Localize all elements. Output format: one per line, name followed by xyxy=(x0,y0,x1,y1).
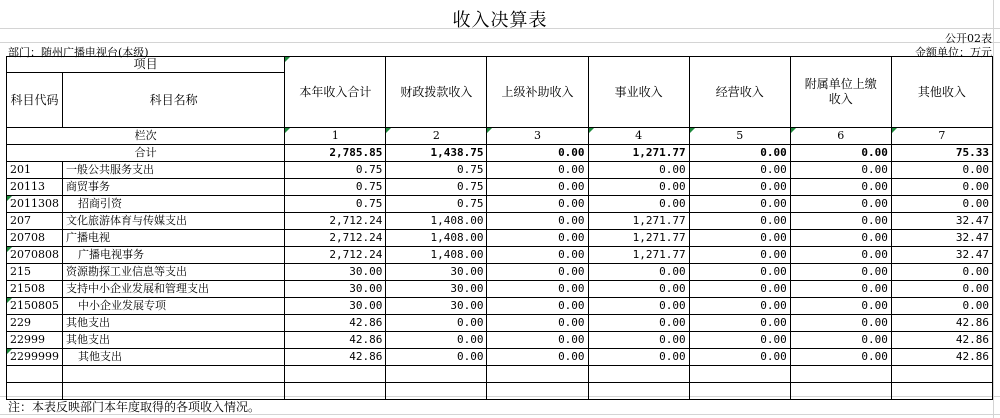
row-value: 42.86 xyxy=(891,332,992,349)
blank-row xyxy=(7,366,993,383)
row-value: 0.00 xyxy=(891,196,992,213)
blank-cell xyxy=(588,383,689,400)
row-value: 0.00 xyxy=(588,179,689,196)
row-value: 0.00 xyxy=(588,196,689,213)
row-name-text: 其他支出 xyxy=(78,350,123,363)
table-note: 注：本表反映部门本年度取得的各项收入情况。 xyxy=(8,400,261,414)
row-value: 0.00 xyxy=(891,162,992,179)
row-name-text: 商贸事务 xyxy=(66,180,111,193)
unit-label: 金额单位：万元 xyxy=(915,46,992,59)
row-name xyxy=(63,179,285,196)
row-value: 0.00 xyxy=(790,213,891,230)
blank-cell xyxy=(487,366,588,383)
row-value: 0.75 xyxy=(386,196,487,213)
row-value: 0.00 xyxy=(891,264,992,281)
row-value: 0.00 xyxy=(790,196,891,213)
page-title: 收入决算表 xyxy=(452,10,548,31)
blank-cell xyxy=(63,366,285,383)
total-value: 0.00 xyxy=(487,145,588,162)
row-value: 0.00 xyxy=(386,332,487,349)
table-row xyxy=(7,213,993,230)
row-value: 0.00 xyxy=(487,264,588,281)
total-value: 1,438.75 xyxy=(386,145,487,162)
blank-cell xyxy=(386,383,487,400)
row-value: 0.00 xyxy=(689,332,790,349)
row-value: 0.00 xyxy=(487,213,588,230)
total-value: 0.00 xyxy=(790,145,891,162)
row-value: 0.00 xyxy=(790,179,891,196)
total-value: 75.33 xyxy=(891,145,992,162)
blank-cell xyxy=(891,383,992,400)
row-value: 2,712.24 xyxy=(285,213,386,230)
row-value: 0.75 xyxy=(285,196,386,213)
row-name-text: 一般公共服务支出 xyxy=(66,163,155,176)
row-value: 0.75 xyxy=(285,179,386,196)
blank-cell xyxy=(588,366,689,383)
row-value: 0.00 xyxy=(487,179,588,196)
table-row xyxy=(7,298,993,315)
total-value: 1,271.77 xyxy=(588,145,689,162)
header-superior: 上级补助收入 xyxy=(487,57,588,128)
row-value: 0.00 xyxy=(487,230,588,247)
row-name xyxy=(63,247,285,264)
row-code: 215 xyxy=(7,264,63,281)
column-number: 2 xyxy=(386,128,487,145)
row-code: 22999 xyxy=(7,332,63,349)
row-value: 0.00 xyxy=(588,332,689,349)
row-value: 0.00 xyxy=(588,315,689,332)
row-name-text: 文化旅游体育与传媒支出 xyxy=(66,214,188,227)
row-name xyxy=(63,349,285,366)
row-name xyxy=(63,213,285,230)
header-name: 科目名称 xyxy=(63,73,285,128)
blank-cell xyxy=(790,383,891,400)
table-row xyxy=(7,349,993,366)
blank-cell xyxy=(285,366,386,383)
table-row xyxy=(7,281,993,298)
row-name xyxy=(63,315,285,332)
row-value: 0.00 xyxy=(790,230,891,247)
blank-cell xyxy=(689,366,790,383)
header-business: 经营收入 xyxy=(689,57,790,128)
row-value: 0.00 xyxy=(790,349,891,366)
row-value: 0.75 xyxy=(285,162,386,179)
row-value: 0.00 xyxy=(790,281,891,298)
header-subordinate: 附属单位上缴收入 xyxy=(790,57,891,128)
row-value: 2,712.24 xyxy=(285,230,386,247)
row-value: 0.00 xyxy=(891,281,992,298)
column-number: 5 xyxy=(689,128,790,145)
row-value: 1,408.00 xyxy=(386,247,487,264)
row-name-text: 中小企业发展专项 xyxy=(78,299,167,312)
row-value: 30.00 xyxy=(285,264,386,281)
table-row xyxy=(7,247,993,264)
row-value: 0.00 xyxy=(689,349,790,366)
table-row xyxy=(7,315,993,332)
row-value: 0.00 xyxy=(689,213,790,230)
blank-cell xyxy=(63,383,285,400)
total-value: 0.00 xyxy=(689,145,790,162)
row-value: 0.00 xyxy=(689,281,790,298)
row-value: 0.00 xyxy=(487,281,588,298)
row-value: 0.00 xyxy=(588,298,689,315)
table-row xyxy=(7,332,993,349)
row-name xyxy=(63,196,285,213)
row-value: 42.86 xyxy=(891,349,992,366)
row-value: 0.00 xyxy=(487,315,588,332)
blank-cell xyxy=(7,366,63,383)
row-value: 30.00 xyxy=(386,281,487,298)
header-total: 本年收入合计 xyxy=(285,57,386,128)
row-value: 0.00 xyxy=(790,298,891,315)
row-value: 30.00 xyxy=(285,281,386,298)
row-code: 20708 xyxy=(7,230,63,247)
row-value: 0.00 xyxy=(689,162,790,179)
row-value: 42.86 xyxy=(285,315,386,332)
row-name-text: 其他支出 xyxy=(66,333,111,346)
row-value: 0.00 xyxy=(790,332,891,349)
row-value: 0.00 xyxy=(487,162,588,179)
column-index-label: 栏次 xyxy=(7,128,285,145)
row-value: 2,712.24 xyxy=(285,247,386,264)
row-code: 207 xyxy=(7,213,63,230)
row-value: 0.00 xyxy=(386,349,487,366)
row-value: 32.47 xyxy=(891,230,992,247)
row-name-text: 招商引资 xyxy=(78,197,123,210)
row-value: 0.00 xyxy=(689,196,790,213)
blank-row xyxy=(7,383,993,400)
row-value: 0.75 xyxy=(386,162,487,179)
row-name xyxy=(63,281,285,298)
table-row xyxy=(7,162,993,179)
total-value: 2,785.85 xyxy=(285,145,386,162)
row-value: 0.00 xyxy=(588,264,689,281)
row-value: 0.00 xyxy=(689,230,790,247)
row-value: 0.00 xyxy=(588,281,689,298)
blank-cell xyxy=(7,383,63,400)
row-name xyxy=(63,162,285,179)
row-name-text: 其他支出 xyxy=(66,316,111,329)
row-code: 2299999 xyxy=(7,349,63,366)
column-number: 4 xyxy=(588,128,689,145)
row-value: 32.47 xyxy=(891,247,992,264)
row-value: 0.00 xyxy=(487,332,588,349)
sheet-gridline xyxy=(993,0,994,418)
sheet-gridline xyxy=(0,42,1000,43)
row-name-text: 广播电视 xyxy=(66,231,111,244)
row-value: 30.00 xyxy=(285,298,386,315)
department-label: 部门：随州广播电视台(本级) xyxy=(8,46,149,59)
header-code: 科目代码 xyxy=(7,73,63,128)
row-value: 0.00 xyxy=(891,179,992,196)
blank-cell xyxy=(891,366,992,383)
row-value: 0.75 xyxy=(386,179,487,196)
row-value: 0.00 xyxy=(689,179,790,196)
row-value: 0.00 xyxy=(689,264,790,281)
blank-cell xyxy=(285,383,386,400)
row-value: 0.00 xyxy=(790,247,891,264)
row-value: 32.47 xyxy=(891,213,992,230)
row-code: 2150805 xyxy=(7,298,63,315)
header-career: 事业收入 xyxy=(588,57,689,128)
row-value: 1,271.77 xyxy=(588,213,689,230)
row-name xyxy=(63,332,285,349)
row-name-text: 支持中小企业发展和管理支出 xyxy=(66,282,210,295)
header-other: 其他收入 xyxy=(891,57,992,128)
column-number: 3 xyxy=(487,128,588,145)
blank-cell xyxy=(689,383,790,400)
row-code: 229 xyxy=(7,315,63,332)
row-value: 0.00 xyxy=(689,247,790,264)
row-code: 2070808 xyxy=(7,247,63,264)
row-value: 0.00 xyxy=(689,315,790,332)
row-value: 0.00 xyxy=(487,196,588,213)
row-value: 30.00 xyxy=(386,264,487,281)
row-name xyxy=(63,298,285,315)
table-row xyxy=(7,196,993,213)
column-number: 7 xyxy=(891,128,992,145)
row-name xyxy=(63,230,285,247)
row-code: 20113 xyxy=(7,179,63,196)
blank-cell xyxy=(386,366,487,383)
row-value: 1,271.77 xyxy=(588,247,689,264)
blank-cell xyxy=(487,383,588,400)
header-fiscal: 财政拨款收入 xyxy=(386,57,487,128)
row-value: 0.00 xyxy=(790,264,891,281)
row-value: 42.86 xyxy=(891,315,992,332)
row-code: 2011308 xyxy=(7,196,63,213)
total-label: 合计 xyxy=(7,145,285,162)
row-value: 42.86 xyxy=(285,332,386,349)
row-value: 30.00 xyxy=(386,298,487,315)
row-value: 0.00 xyxy=(790,315,891,332)
row-value: 1,408.00 xyxy=(386,213,487,230)
row-value: 0.00 xyxy=(386,315,487,332)
blank-cell xyxy=(790,366,891,383)
row-value: 42.86 xyxy=(285,349,386,366)
form-number: 公开02表 xyxy=(945,32,992,45)
income-table xyxy=(6,56,993,400)
table-row xyxy=(7,179,993,196)
row-code: 21508 xyxy=(7,281,63,298)
row-value: 1,271.77 xyxy=(588,230,689,247)
row-value: 0.00 xyxy=(588,162,689,179)
header-item: 项目 xyxy=(7,57,285,73)
row-value: 0.00 xyxy=(588,349,689,366)
column-number: 6 xyxy=(790,128,891,145)
row-value: 0.00 xyxy=(487,349,588,366)
table-row xyxy=(7,230,993,247)
row-code: 201 xyxy=(7,162,63,179)
row-value: 0.00 xyxy=(790,162,891,179)
row-value: 1,408.00 xyxy=(386,230,487,247)
row-name-text: 资源勘探工业信息等支出 xyxy=(66,265,188,278)
column-number: 1 xyxy=(285,128,386,145)
row-value: 0.00 xyxy=(487,247,588,264)
row-value: 0.00 xyxy=(891,298,992,315)
row-name xyxy=(63,264,285,281)
row-name-text: 广播电视事务 xyxy=(78,248,145,261)
table-row xyxy=(7,264,993,281)
row-value: 0.00 xyxy=(487,298,588,315)
row-value: 0.00 xyxy=(689,298,790,315)
